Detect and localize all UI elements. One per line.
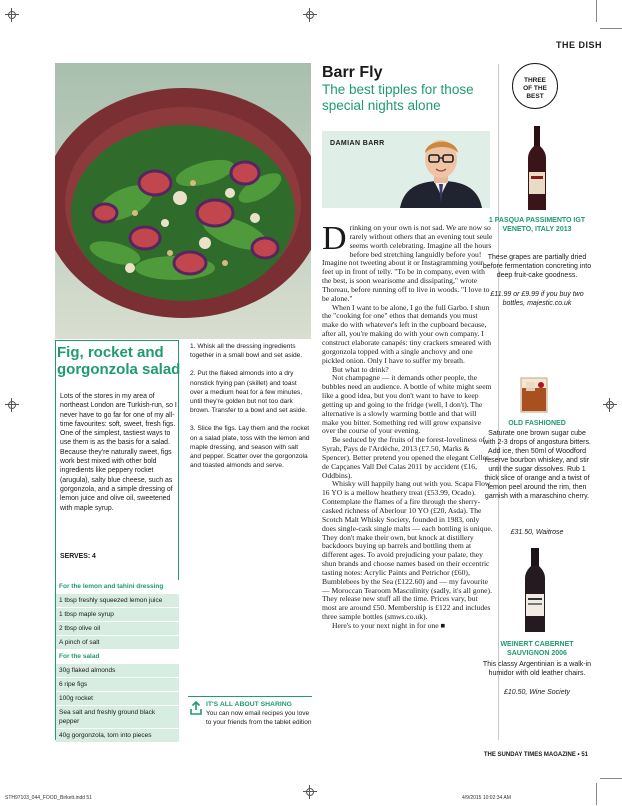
- recipe-title-line: Fig, rocket and: [57, 344, 164, 361]
- ingredient-item: 1 tbsp freshly squeezed lemon juice: [56, 594, 179, 608]
- column-title: Barr Fly: [322, 64, 383, 81]
- page-footer: THE SUNDAY TIMES MAGAZINE • 51: [483, 752, 588, 758]
- ingredient-heading: For the lemon and tahini dressing: [56, 580, 179, 594]
- pick-price: £10.50, Wine Society: [503, 689, 571, 696]
- paragraph: Not champagne — it demands other people, the bubbles need an audience. A bottle of white might seem like a good idea, but you don't want to have to keep getting up and going to the fridge (well, I don't). The alternative is a slowly warming bottle and that will make you bitter. Something red will grow expansive over the course of your evening.: [322, 373, 492, 436]
- paragraph-text: rinking on your own is not sad. We are now so rarely without others that an evening tout seule seems worth celebrating. Imagine all the hours before bed stretching languidly before you! Imagine not tweeting about it or Instagramming your feet up in front of telly. "To be in company, even with the best, is soon wearisome and dissipating," wrote Thoreau, before running off to live in woods. "I love to be alone.": [322, 223, 493, 303]
- pick-name: WEINERT CABERNET SAUVIGNON 2006: [500, 641, 574, 657]
- registration-mark: [5, 398, 19, 412]
- paragraph: Here's to your next night in for one ■: [332, 620, 446, 630]
- ingredients-list: [56, 580, 179, 743]
- three-of-the-best-badge: [512, 63, 558, 109]
- section-label: THE DISH: [555, 40, 602, 50]
- file-date: 4/9/2015 10:02:34 AM: [462, 795, 511, 801]
- author-portrait: [392, 131, 490, 208]
- method-steps: [190, 342, 310, 479]
- recipe-title-line: gorgonzola salad: [57, 361, 181, 378]
- badge-line: OF THE: [523, 85, 547, 92]
- pick-price: £31.50, Waitrose: [510, 529, 564, 536]
- ingredient-item: 40g gorgonzola, torn into pieces: [56, 729, 179, 743]
- paragraph: When I want to be alone, I go the full Garbo. I shun the "cooking for one" ethos that demands you must make do with whatever's left in the cupboard because, after all, you're making do with your own company. I construct elaborate canapés: tiny crackers smeared with gorgonzola topped with a single anchovy and one pickled onion. Only I have to suffer my breath.: [322, 302, 492, 365]
- share-text: You can now email recipes you love to your friends from the tablet edition: [206, 710, 312, 726]
- ingredient-heading: For the salad: [56, 650, 179, 664]
- pick-description: This classy Argentinian is a walk-in humidor with old leather chairs.: [482, 661, 592, 677]
- ingredient-item: 2 tbsp olive oil: [56, 622, 179, 636]
- crop-mark: [596, 783, 597, 805]
- badge-line: THREE: [523, 77, 547, 84]
- drop-cap: D: [322, 220, 347, 257]
- pick-price: £11.99 or £9.99 if you buy two bottles, majestic.co.uk: [490, 291, 584, 307]
- paragraph: But what to drink?: [332, 364, 389, 374]
- ingredient-item: 6 ripe figs: [56, 678, 179, 692]
- paragraph: Be seduced by the fruits of the forest-loveliness of Syrah, Pays de l'Ardèche, 2013 (£7.50, Marks & Spencer). Better pretend you opened the elegant Celler de Capçanes Vall Del Calas 2011 by accident (£16, Oddbins).: [322, 435, 489, 480]
- salad-photo: [55, 63, 311, 339]
- method-step: 1. Whisk all the dressing ingredients together in a small bowl and set aside.: [190, 343, 303, 360]
- red-wine-bottle-icon: [526, 126, 548, 210]
- pick-name: OLD FASHIONED: [508, 420, 566, 427]
- file-slug: STH97103_044_FOOD_Birkett.indd 51: [5, 795, 92, 801]
- paragraph: [322, 220, 494, 304]
- registration-mark: [303, 8, 317, 22]
- column-body: [322, 220, 494, 631]
- column-subtitle: The best tipples for those special nights alone: [322, 82, 474, 113]
- byline: DAMIAN BARR: [330, 140, 385, 147]
- registration-mark: [603, 398, 617, 412]
- crop-mark: [600, 28, 622, 29]
- crop-mark: [596, 0, 597, 22]
- pick-description: These grapes are partially dried before fermentation concreting into deep fruit-cake goodness.: [482, 254, 592, 279]
- crop-mark: [600, 778, 622, 779]
- registration-mark: [303, 785, 317, 799]
- ingredient-item: 1 tbsp maple syrup: [56, 608, 179, 622]
- salad-illustration: [55, 63, 311, 339]
- ingredient-item: 100g rocket: [56, 692, 179, 706]
- share-box: [188, 696, 312, 726]
- share-icon: [190, 701, 202, 715]
- ingredient-item: A pinch of salt: [56, 636, 179, 650]
- registration-mark: [5, 8, 19, 22]
- share-title: IT'S ALL ABOUT SHARING: [206, 701, 292, 708]
- ingredient-item: Sea salt and freshly ground black pepper: [56, 706, 179, 729]
- recipe-intro: Lots of the stores in my area of northeast London are Turkish-run, so I never have to go far for one of my all-time favourites: soft, sweet, fresh figs. One of the simplest, tastiest ways to use them is as the basis for a salad. Because they're naturally sweet, figs work best mixed with other bold ingredients like peppery rocket (arugula), salty blue cheese, such as gorgonzola, and a simple dressing of lemon juice and olive oil, sweetened with maple syrup.: [60, 393, 177, 512]
- method-step: 2. Put the flaked almonds into a dry nonstick frying pan (skillet) and toast over a medium heat for a few minutes, until they're golden but not too dark brown. Transfer to a bowl and set aside.: [190, 370, 307, 415]
- paragraph: Whisky will happily hang out with you. Scapa Flow 16 YO is a mellow heathery treat (£53.99, Ocado). Contemplate the flames of a fire through the sherry-casked richness of Aberlour 10 YO (£20, Asda). The Scotch Malt Whisky Society, founded in 1983, only does single-cask single malts — each bottling is unique. They don't make their own, but knock at distillery backdoors buying up barrels and bottling them at different ages. To avoid prejudicing your palate, they shun brands and choose names based on their eccentric tasting notes: Acrylic Paints and Petrichor (£60), Bumblebees by the Sea (£122.60) and — my favourite — Moroccan Tearoom Masculinity (sadly, it's all gone). They release new stuff all the time. Prices vary, but most are around £50. Membership is £122 and includes three sample bottles (smws.co.uk).: [322, 479, 493, 622]
- red-wine-bottle-icon: [522, 548, 548, 632]
- pick-description: Saturate one brown sugar cube with 2-3 drops of angostura bitters. Add ice, then 50ml of Woodford reserve bourbon whiskey, and stir until the sugar dissolves. Rub 1 thick slice of orange and a twist of lemon peel around the rim, then garnish with a maraschino cherry.: [483, 430, 591, 500]
- badge-line: BEST: [526, 93, 544, 100]
- pick-name: 1 PASQUA PASSIMENTO IGT VENETO, ITALY 2013: [488, 217, 586, 233]
- ingredient-item: 30g flaked almonds: [56, 664, 179, 678]
- column-divider: [498, 64, 499, 740]
- serves-label: SERVES: 4: [60, 553, 96, 560]
- method-step: 3. Slice the figs. Lay them and the rocket on a salad plate, toss with the lemon and maple dressing, and season with salt and pepper. Scatter over the gorgonzola and toasted almonds and serve.: [190, 425, 310, 470]
- cocktail-glass-icon: [519, 376, 549, 414]
